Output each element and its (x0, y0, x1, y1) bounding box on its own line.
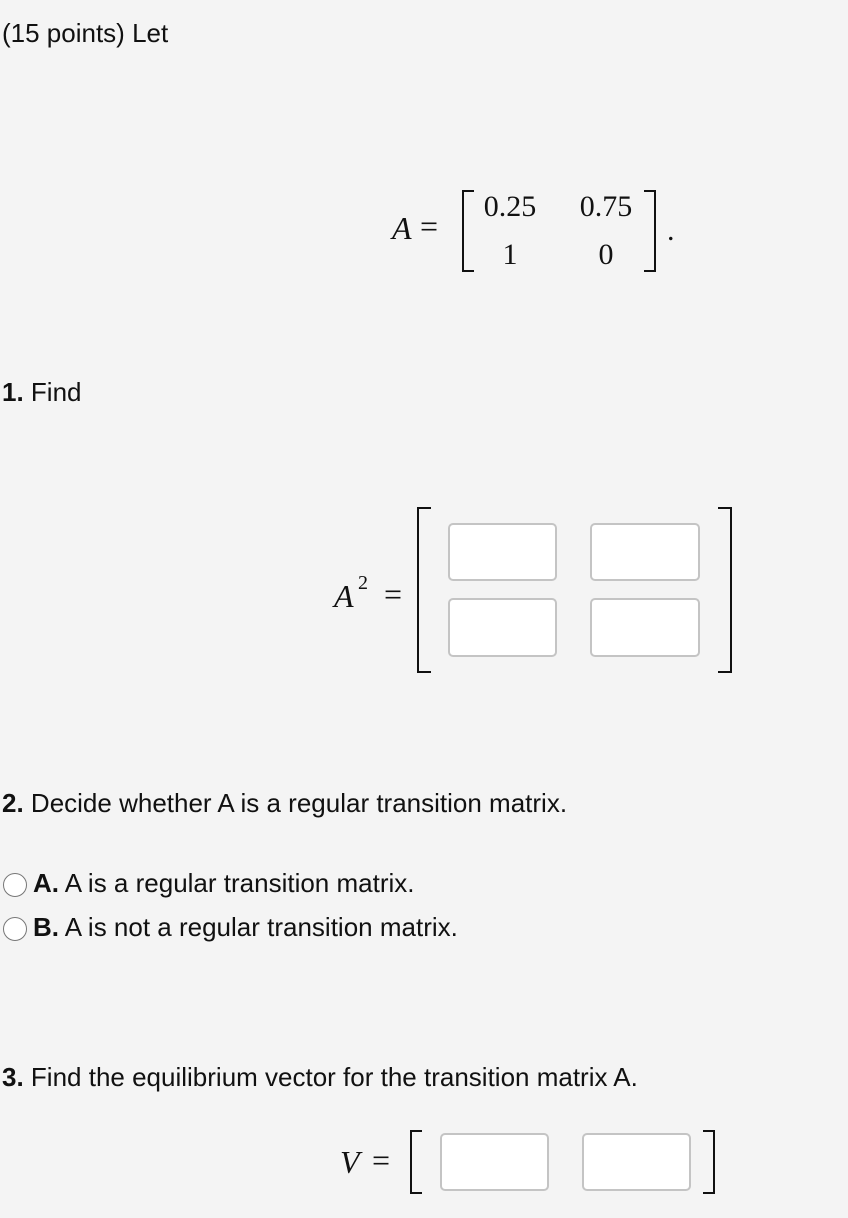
q2-number: 2. (2, 788, 24, 818)
matrix-a-cell-1-0: 1 (502, 238, 518, 271)
a-squared-input-r2c1[interactable] (448, 598, 557, 657)
a-squared-exponent: 2 (358, 572, 368, 594)
a-squared-input-r2c2[interactable] (590, 598, 700, 657)
a-squared-input-r1c2[interactable] (590, 523, 700, 581)
matrix-a-equals: = (420, 208, 439, 244)
q3-number: 3. (2, 1062, 24, 1092)
matrix-a-cell-1-1: 0 (598, 238, 614, 271)
q1-number: 1. (2, 377, 24, 407)
matrix-a-var: A (392, 210, 412, 246)
matrix-a-cell-0-1: 0.75 (579, 190, 633, 223)
a-squared-left-bracket (417, 507, 431, 673)
matrix-a-cell-0-0: 0.25 (483, 190, 537, 223)
q2-option-b-label[interactable] (33, 912, 458, 942)
q1-prompt (2, 377, 82, 407)
q1-text: Find (30, 377, 82, 407)
matrix-a-right-bracket (644, 190, 656, 272)
a-squared-equals: = (384, 576, 403, 612)
matrix-a-left-bracket (462, 190, 474, 272)
v-input-1[interactable] (440, 1133, 549, 1191)
q2-option-a-letter: A. (33, 868, 59, 898)
q2-option-a-label[interactable] (33, 868, 415, 898)
q3-text: Find the equilibrium vector for the transition matrix A. (30, 1062, 638, 1092)
q2-option-a-text: A is a regular transition matrix. (64, 868, 415, 898)
q2-option-b-text: A is not a regular transition matrix. (64, 912, 458, 942)
matrix-a-period: . (667, 214, 675, 247)
q2-option-b-letter: B. (33, 912, 59, 942)
q2-option-b-radio[interactable] (3, 917, 27, 941)
v-var: V (340, 1144, 360, 1180)
q2-text: Decide whether A is a regular transition matrix. (30, 788, 568, 818)
v-equals: = (372, 1142, 391, 1178)
q2-prompt (2, 788, 567, 818)
v-left-bracket (410, 1130, 422, 1194)
v-input-2[interactable] (582, 1133, 691, 1191)
a-squared-right-bracket (718, 507, 732, 673)
v-right-bracket (703, 1130, 715, 1194)
q3-prompt (2, 1062, 638, 1092)
a-squared-input-r1c1[interactable] (448, 523, 557, 581)
problem-header: (15 points) Let (2, 18, 169, 48)
a-squared-var: A (334, 578, 354, 614)
q2-option-a-radio[interactable] (3, 873, 27, 897)
